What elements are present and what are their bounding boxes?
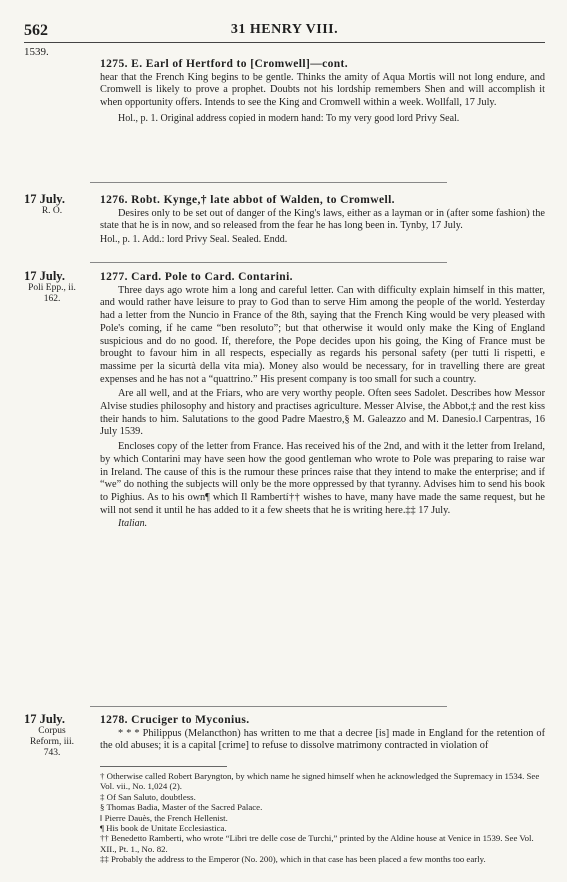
entry-date: 17 July.: [24, 192, 65, 206]
entry-title: 1276. Robt. Kynge,† late abbot of Walden, to Cromwell.: [100, 194, 395, 206]
footnote-rule: [100, 766, 227, 767]
footnote: ¶ His book de Unitate Ecclesiastica.: [100, 823, 227, 834]
entry-meta: Italian.: [118, 518, 148, 530]
margin-notes: [24, 714, 84, 759]
entry-divider: [90, 262, 447, 263]
footnote: † Otherwise called Robert Baryngton, by which name he signed himself when he acknowledged the Supremacy in 1534. See Vol. vii., No. 1,024 (2).: [100, 771, 540, 792]
footnotes: [100, 771, 545, 865]
source-ref: Poli Epp., ii. 162.: [28, 283, 76, 304]
footnote: ‖ Pierre Dauès, the French Hellenist.: [100, 812, 228, 823]
footnote: †† Benedetto Ramberti, who wrote “Libri tre delle cose de Turchi,” printed by the Aldine house at Venice in 1539. See Vol. XII., Pt. 1., No. 82.: [100, 833, 534, 854]
entry-body: * * * Philippus (Melancthon) has written to me that a decree [is] made in England for the retention of the old abuses; it is a capital [crime] to refuse to dissolve matrimony contracted in violation of: [100, 727, 545, 752]
footnote: ‡ Of San Saluto, doubtless.: [100, 791, 196, 802]
source-ref: R. O.: [41, 206, 63, 216]
entry-divider: [90, 706, 447, 707]
page-number: 562: [24, 22, 48, 39]
header-rule: [24, 42, 545, 43]
entry-body: hear that the French King begins to be gentle. Thinks the amity of Aqua Mortis will not long endure, and Cromwell is likely to prove a prophet. Doubts not his lordship remembers Shen and will accomplish it when opportunity offers. Intends to see the King and Cromwell within a week. Wollfall, 17 July.: [100, 71, 545, 109]
entry-1275: [24, 58, 545, 168]
footnote: § Thomas Badia, Master of the Sacred Palace.: [100, 802, 263, 813]
entry-meta: Hol., p. 1. Original address copied in modern hand: To my very good lord Privy Seal.: [118, 112, 460, 124]
entry-paragraph: Are all well, and at the Friars, who are very worthy people. Often sees Sadolet. Describes how Messor Alvise studies philosophy and history and practises agriculture. Messer Alvise, the Abbot,‡ and the rest kiss their hands to him. Salutations to the good Padre Maestro,§ M. Galeazzo and M. Danesio.‖ Carpentras, 16 July 1539.: [100, 388, 545, 438]
margin-notes: [24, 194, 84, 217]
entry-title: 1277. Card. Pole to Card. Contarini.: [100, 271, 293, 283]
entry-meta: Hol., p. 1. Add.: lord Privy Seal. Sealed. Endd.: [100, 234, 288, 246]
running-head: 31 HENRY VIII.: [230, 22, 339, 37]
entry-body: Desires only to be set out of danger of the King's laws, either as a layman or in (after some fashion) the state that he is in now, and so released from the fear he has long been in. Tynby, 17 July.: [100, 207, 545, 232]
entry-paragraph: Three days ago wrote him a long and careful letter. Can with difficulty explain himself in this matter, and would rather have leisure to pray to God than to serve Him among the people of the world. Yesterday had a letter from the Nuncio in France of the 8th, saying that the French King would be very pleased with Pole's coming, if he came “ben resoluto”; but that otherwise it would only make the King of England suspicious and do no good. If, therefore, the Pope decides upon his going, the King of France must be brought to favour him in all respects, especially as regards his personal safety (per tutti li rispetti, e massime per la sicurtà della vita mia). Money also would be necessary, for in travelling there are great expenses and he has not a “quattrino.” His present company is too small for such a country.: [100, 284, 545, 385]
entry-1277: [24, 271, 545, 711]
entry-date: 17 July.: [24, 712, 65, 726]
footnote: ‡‡ Probably the address to the Emperor (No. 200), which in that case has been placed a few months too early.: [100, 854, 486, 865]
entry-divider: [90, 182, 447, 183]
source-ref: Corpus Reform, iii. 743.: [29, 726, 75, 758]
entry-1278: [24, 714, 545, 764]
entry-title: 1278. Cruciger to Myconius.: [100, 714, 250, 726]
page-header: [24, 22, 545, 40]
entry-paragraph: Encloses copy of the letter from France. Has received his of the 2nd, and with it the letter from Ireland, by which Contarini may have seen how the good gentleman who wrote to Pole was preparing to raise war in Ireland. The cause of this is the rumour these princes raise that they intend to make the enterprise; and if “we” do nothing the subjects will only be the more oppressed by that tyranny. Advises him to send his book to Pighius. As to his own¶ which Il Rambertí†† wishes to have, many have made the same request, but he will not send it until he has added to it a few sheets that he is writing here.‡‡ 17 July.: [100, 441, 545, 516]
year-marker: 1539.: [24, 46, 49, 58]
margin-notes: [24, 271, 84, 305]
entry-title: 1275. E. Earl of Hertford to [Cromwell]—cont.: [100, 58, 349, 70]
entry-date: 17 July.: [24, 269, 65, 283]
entry-1276: [24, 194, 545, 264]
